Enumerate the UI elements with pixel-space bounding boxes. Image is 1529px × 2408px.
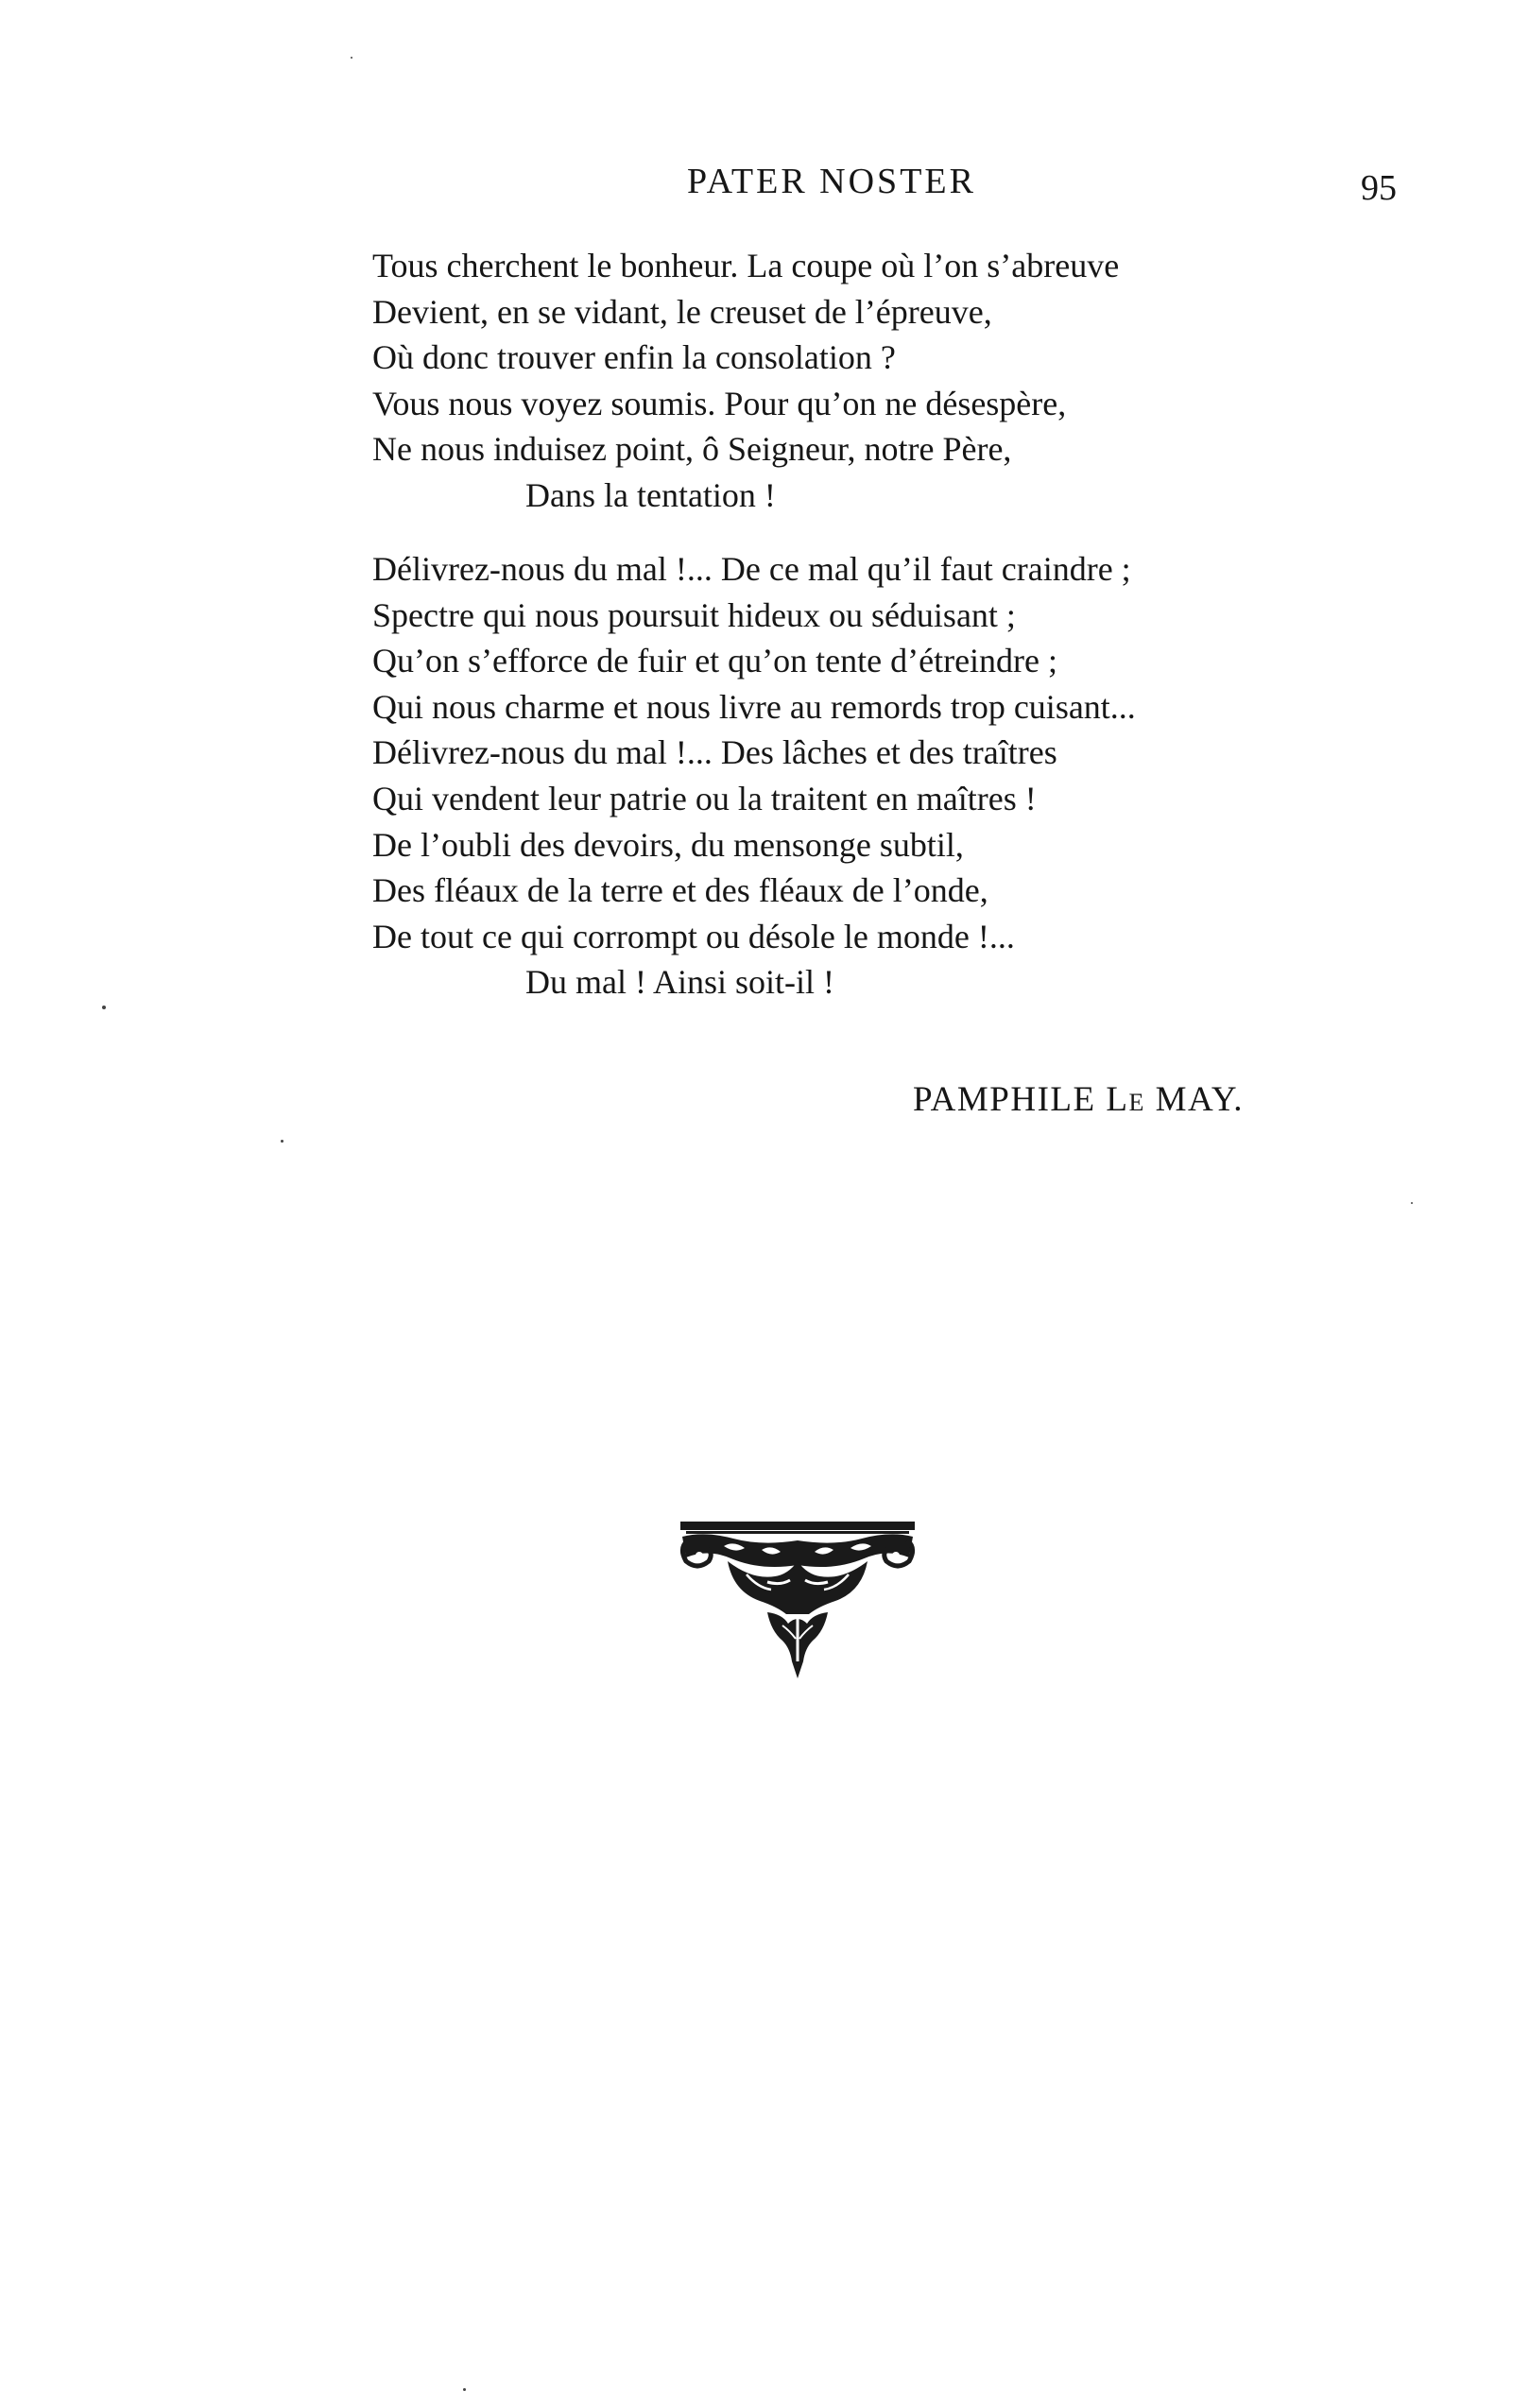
author-signature — [913, 1079, 1244, 1120]
print-speck — [463, 2388, 466, 2391]
verse-line: Tous cherchent le bonheur. La coupe où l’on s’abreuve — [372, 247, 1120, 284]
cul-de-lampe-ornament — [677, 1520, 919, 1680]
verse-line: Délivrez-nous du mal !... De ce mal qu’il faut craindre ; — [372, 550, 1131, 588]
verse-line: De tout ce qui corrompt ou désole le monde !... — [372, 917, 1015, 955]
author-first-name: PAMPHILE — [913, 1080, 1107, 1119]
author-name-particle: Le — [1106, 1080, 1145, 1119]
print-speck — [351, 57, 352, 59]
print-speck — [1411, 1202, 1413, 1204]
print-speck — [281, 1140, 283, 1143]
author-last-name: MAY. — [1144, 1080, 1245, 1119]
verse-line: Qui nous charme et nous livre au remords trop cuisant... — [372, 687, 1136, 726]
verse-line-refrain: Dans la tentation ! — [525, 475, 776, 514]
verse-line: Qui vendent leur patrie ou la traitent en maîtres ! — [372, 779, 1037, 817]
stanza-1 — [372, 243, 1317, 519]
print-speck — [102, 1006, 106, 1009]
verse-line: Où donc trouver enfin la consolation ? — [372, 338, 896, 377]
verse-line: Ne nous induisez point, ô Seigneur, notre Père, — [372, 430, 1012, 469]
verse-line: Délivrez-nous du mal !... Des lâches et des traîtres — [372, 733, 1057, 772]
verse-line: Des fléaux de la terre et des fléaux de l’onde, — [372, 871, 988, 910]
stanza-2 — [372, 546, 1317, 1006]
verse-line: Devient, en se vidant, le creuset de l’épreuve, — [372, 292, 992, 331]
page-number: 95 — [1361, 168, 1397, 208]
verse-line: De l’oubli des devoirs, du mensonge subtil, — [372, 825, 964, 864]
running-title: PATER NOSTER — [687, 162, 976, 201]
verse-line: Qu’on s’efforce de fuir et qu’on tente d’étreindre ; — [372, 642, 1058, 680]
verse-line: Spectre qui nous poursuit hideux ou séduisant ; — [372, 595, 1016, 634]
verse-line-refrain: Du mal ! Ainsi soit-il ! — [525, 963, 834, 1002]
verse-line: Vous nous voyez soumis. Pour qu’on ne désespère, — [372, 384, 1067, 422]
